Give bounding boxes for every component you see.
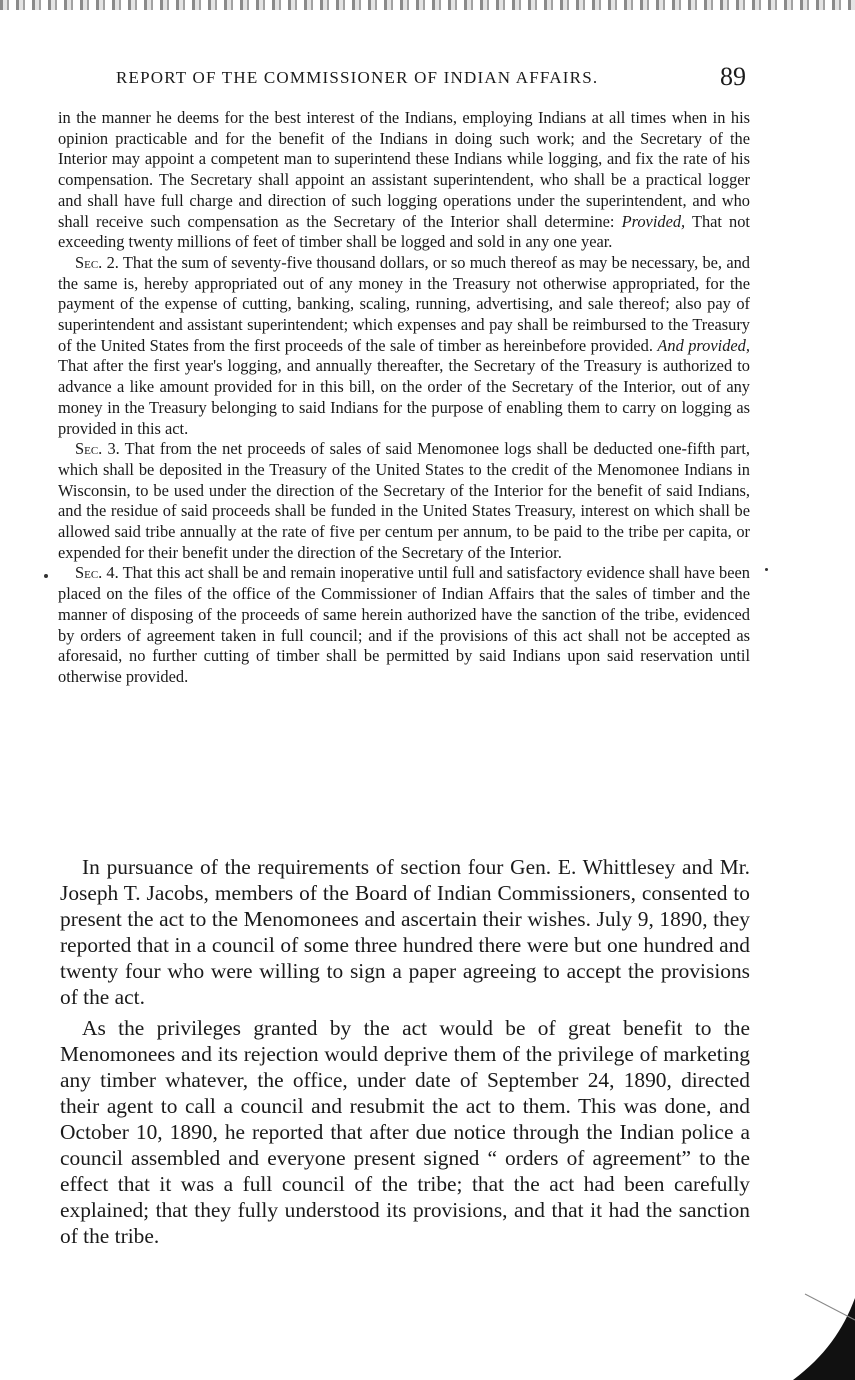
report-text-block — [60, 855, 750, 1250]
section-4-label: Sec. 4. — [75, 563, 119, 583]
act-continuation-text: in the manner he deems for the best interest of the Indians, employing Indians at all times when in his opinion practicable and for the benefit of the Indians in doing such work; and the Secretary of the Interior may appoint a competent man to superintend these Indians while logging, and fix the rate of his compensation. The Secretary shall appoint an assistant superintendent, who shall be a practical logger and shall have full charge and direction of such logging operations under the superintendent, and who shall receive such compensation as the Secretary of the Interior shall determine: — [58, 108, 750, 231]
section-2-proviso-text: That after the first year's logging, and annually thereafter, the Secretary of the Treasury is authorized to advance a like amount provided for in this bill, on the order of the Secretary of the Interior, out of any money in the Treasury belonging to said Indians for the purpose of enabling them to carry on logging as provided in this act. — [58, 356, 750, 438]
page-number: 89 — [720, 62, 746, 91]
section-2-text: That the sum of seventy-five thousand dollars, or so much thereof as may be necessary, be, and the same is, hereby appropriated out of any money in the Treasury not otherwise appropriated, for the payment of the expense of cutting, banking, scaling, running, advertising, and sale thereof; also pay of superintendent and assistant superintendent; which expenses and pay shall be reimbursed to the Treasury of the United States from the first proceeds of the sale of timber as hereinbefore provided. — [58, 252, 750, 355]
section-3-text: That from the net proceeds of sales of said Menomonee logs shall be deducted one-fifth part, which shall be deposited in the Treasury of the United States to the credit of the Menomonee Indians in Wisconsin, to be used under the direction of the Secretary of the Interior for the benefit of said Indians, and the residue of said proceeds shall be funded in the United States Treasury, interest on which shall be allowed said tribe annually at the rate of five per centum per annum, to be paid to the tribe per capita, or expended for their benefit under the direction of the Secretary of the Interior. — [58, 439, 750, 562]
scan-speck — [765, 568, 768, 571]
act-text-block — [58, 108, 750, 688]
page-corner-line — [805, 1294, 855, 1320]
report-paragraph-2: As the privileges granted by the act would be of great benefit to the Menomonees and its rejection would deprive them of the privilege of marketing any timber whatever, the office, under date of September 24, 1890, directed their agent to call a council and resubmit the act to them. This was done, and October 10, 1890, he reported that after due notice through the Indian police a council assembled and everyone present signed “ orders of agreement” to the effect that it was a full council of the tribe; that the act had been carefully explained; that they fully understood its provisions, and that it had the sanction of the tribe. — [60, 1016, 750, 1248]
scan-speck — [44, 574, 48, 578]
scan-top-edge — [0, 0, 855, 10]
page-corner-fold — [793, 1298, 855, 1380]
section-4-paragraph — [58, 563, 750, 687]
page-corner-shadow — [785, 1290, 855, 1380]
running-header — [116, 62, 746, 96]
section-2-label: Sec. 2. — [75, 252, 119, 272]
act-continuation-paragraph — [58, 108, 750, 253]
section-3-paragraph — [58, 439, 750, 563]
section-2-proviso-label: And provided, — [657, 335, 750, 355]
proviso-text: That not exceeding twenty millions of feet of timber shall be logged and sold in any one year. — [58, 211, 750, 252]
proviso-label: Provided, — [621, 211, 686, 231]
running-title: REPORT OF THE COMMISSIONER OF INDIAN AFFAIRS. — [116, 68, 599, 87]
section-4-text: That this act shall be and remain inoperative until full and satisfactory evidence shall have been placed on the files of the office of the Commissioner of Indian Affairs that the sales of timber and the manner of disposing of the proceeds of same herein authorized have the sanction of the tribe, evidenced by orders of agreement taken in full council; and if the provisions of this act shall not be accepted as aforesaid, no further cutting of timber shall be permitted by said Indians upon said reservation until otherwise provided. — [58, 563, 750, 686]
section-2-paragraph — [58, 253, 750, 439]
report-paragraph-1: In pursuance of the requirements of section four Gen. E. Whittlesey and Mr. Joseph T. Jacobs, members of the Board of Indian Commissioners, consented to present the act to the Menomonees and ascertain their wishes. July 9, 1890, they reported that in a council of some three hundred there were but one hundred and twenty four who were willing to sign a paper agreeing to accept the provisions of the act. — [60, 855, 750, 1009]
section-3-label: Sec. 3. — [75, 439, 120, 459]
